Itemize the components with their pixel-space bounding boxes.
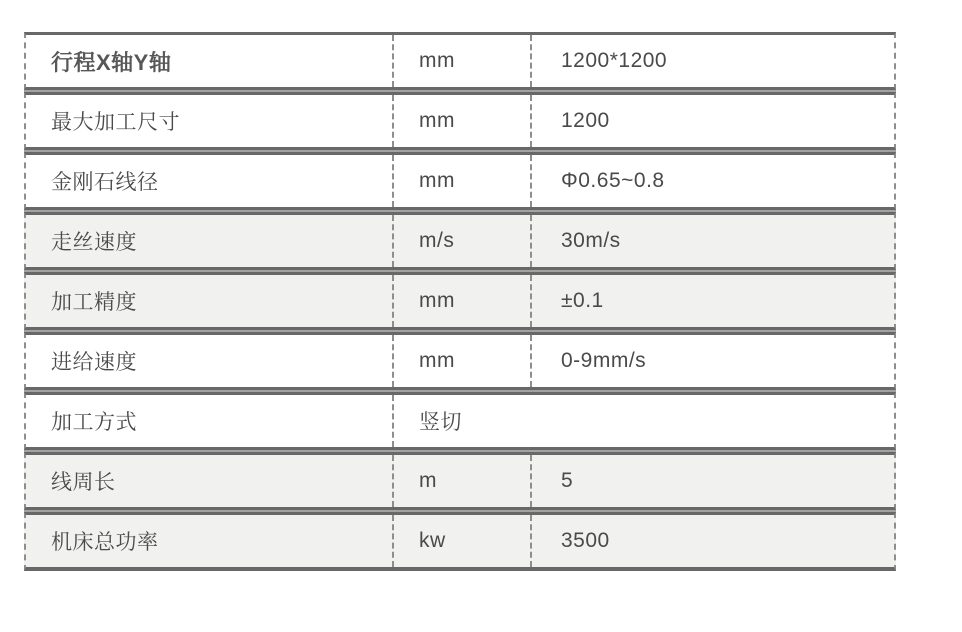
value-cell: [530, 215, 894, 267]
table-row: [24, 32, 896, 90]
value-cell: [530, 455, 894, 507]
value-label: 5: [561, 469, 574, 492]
parameter-cell: [26, 515, 392, 567]
unit-cell: [392, 35, 530, 87]
table-row: [24, 392, 896, 450]
parameter-cell: [26, 215, 392, 267]
value-label: 0-9mm/s: [561, 349, 647, 372]
parameter-label: 行程X轴Y轴: [51, 49, 172, 75]
unit-label: m: [419, 469, 437, 492]
value-cell: [530, 35, 894, 87]
unit-cell: [392, 395, 894, 447]
value-label: Φ0.65~0.8: [561, 169, 665, 192]
table-row: [24, 452, 896, 510]
table-row: [24, 212, 896, 270]
parameter-cell: [26, 35, 392, 87]
unit-label: mm: [419, 169, 455, 192]
value-cell: [530, 275, 894, 327]
unit-cell: [392, 455, 530, 507]
unit-label: mm: [419, 49, 455, 72]
parameter-label: 线周长: [51, 471, 116, 494]
parameter-cell: [26, 455, 392, 507]
table-row: [24, 512, 896, 571]
parameter-label: 机床总功率: [51, 531, 159, 554]
unit-label: m/s: [419, 229, 455, 252]
parameter-cell: [26, 395, 392, 447]
unit-cell: [392, 155, 530, 207]
unit-label: mm: [419, 289, 455, 312]
unit-label: mm: [419, 349, 455, 372]
parameter-label: 金刚石线径: [51, 171, 159, 194]
parameter-label: 走丝速度: [51, 231, 137, 254]
unit-label: mm: [419, 109, 455, 132]
value-label: 30m/s: [561, 229, 621, 252]
value-label: 1200*1200: [561, 49, 668, 72]
parameter-label: 最大加工尺寸: [51, 111, 180, 134]
value-cell: [530, 95, 894, 147]
value-label: ±0.1: [561, 289, 604, 312]
unit-cell: [392, 215, 530, 267]
parameter-cell: [26, 335, 392, 387]
table-row: [24, 272, 896, 330]
parameter-cell: [26, 95, 392, 147]
value-cell: [530, 515, 894, 567]
unit-cell: [392, 275, 530, 327]
table-row: [24, 92, 896, 150]
unit-cell: [392, 515, 530, 567]
unit-label: 竖切: [419, 411, 462, 434]
unit-cell: [392, 335, 530, 387]
parameter-label: 加工方式: [51, 411, 137, 434]
parameter-cell: [26, 275, 392, 327]
spec-table: [24, 32, 896, 571]
unit-label: kw: [419, 529, 446, 552]
value-label: 1200: [561, 109, 610, 132]
parameter-cell: [26, 155, 392, 207]
table-row: [24, 332, 896, 390]
value-cell: [530, 335, 894, 387]
unit-cell: [392, 95, 530, 147]
parameter-label: 加工精度: [51, 291, 137, 314]
value-cell: [530, 155, 894, 207]
table-row: [24, 152, 896, 210]
value-label: 3500: [561, 529, 610, 552]
parameter-label: 进给速度: [51, 351, 137, 374]
